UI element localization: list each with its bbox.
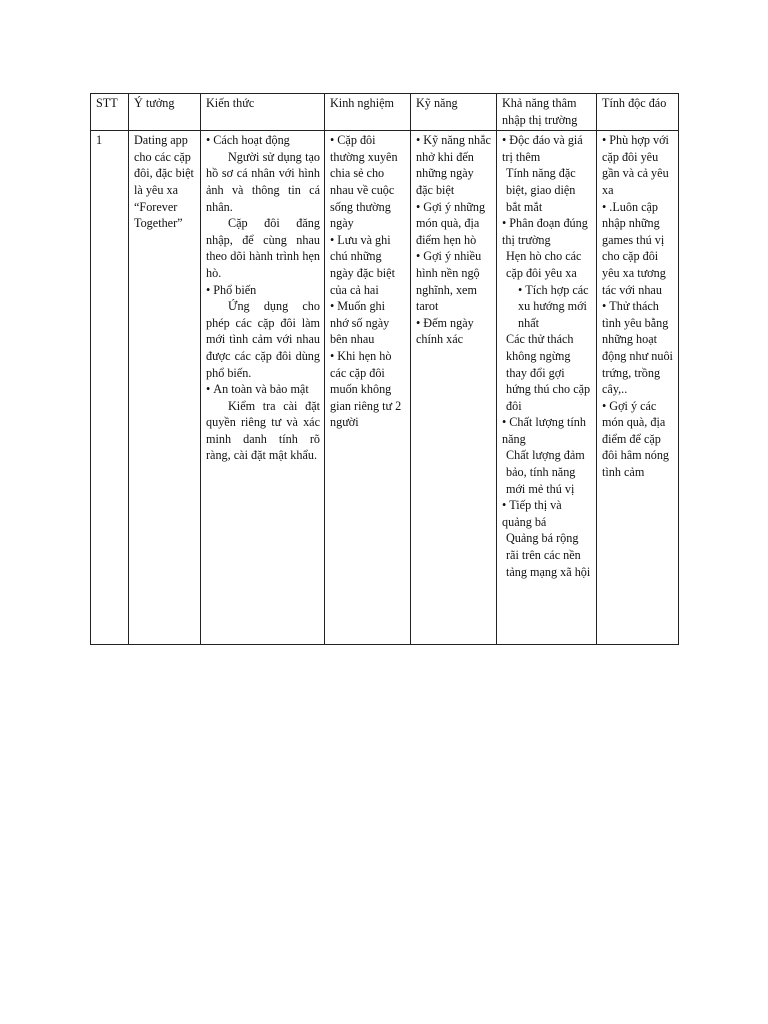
knowledge-text-1: Người sử dụng tạo hồ sơ cá nhân với hình ảnh và thông tin cá nhân. <box>206 149 320 214</box>
knowledge-bullet-1 <box>206 132 320 149</box>
cell-experience <box>325 131 411 645</box>
bullet-icon: • <box>416 133 421 148</box>
market-text-3: Các thử thách không ngừng thay đổi gợi hứng thú cho cặp đôi <box>506 332 591 413</box>
market-text-5: Quảng bá rộng rãi trên các nền tảng mạng xã hội <box>506 531 591 579</box>
market-bullet-3: • Tích hợp các xu hướng mới nhất <box>518 282 589 330</box>
knowledge-heading-2: Phổ biến <box>213 282 257 297</box>
knowledge-bullet-2 <box>206 282 320 299</box>
header-originality: Tính độc đáo <box>597 94 679 131</box>
market-bullet-5: • Tiếp thị và quảng bá <box>502 498 562 529</box>
header-skills: Kỹ năng <box>411 94 497 131</box>
header-knowledge: Kiến thức <box>201 94 325 131</box>
knowledge-text-3: Ứng dụng cho phép các cặp đôi làm mới tình cảm với nhau được các cặp đôi dùng phổ biến. <box>206 299 320 380</box>
knowledge-text-4: Kiểm tra cài đặt quyền riêng tư và xác minh danh tính rõ ràng, cài đặt mật khẩu. <box>206 398 320 463</box>
bullet-icon: • <box>518 282 523 297</box>
bullet-icon: • <box>602 199 607 214</box>
knowledge-text-2: Cặp đôi đăng nhập, để cùng nhau theo dõi hành trình hẹn hò. <box>206 216 320 280</box>
bullet-icon: • <box>416 249 421 264</box>
header-stt: STT <box>91 94 129 131</box>
bullet-icon: • <box>330 348 335 363</box>
bullet-icon: • <box>502 133 507 148</box>
bullet-icon: • <box>502 415 507 430</box>
bullet-icon: • <box>330 299 335 314</box>
cell-skills <box>411 131 497 645</box>
knowledge-heading-1: Cách hoạt động <box>213 133 290 148</box>
header-idea: Ý tưởng <box>129 94 201 131</box>
originality-bullet-3: • Thử thách tình yêu bằng những hoạt động như nuôi trứng, trồng cây,.. <box>602 299 673 397</box>
market-bullet-1: • Độc đáo và giá trị thêm <box>502 133 583 164</box>
skills-bullet-2: • Gợi ý những món quà, địa điểm hẹn hò <box>416 199 486 247</box>
knowledge-heading-3: An toàn và bảo mật <box>213 382 309 397</box>
header-row <box>91 94 679 131</box>
market-text-1: Tính năng đặc biệt, giao diện bắt mắt <box>506 166 576 214</box>
knowledge-bullet-3 <box>206 381 320 398</box>
bullet-icon: • <box>602 299 607 314</box>
originality-bullet-4: • Gợi ý các món quà, địa điểm để cặp đôi hâm nóng tình cảm <box>602 398 670 480</box>
originality-bullet-2: • .Luôn cập nhập những games thú vị cho cặp đôi yêu xa tương tác với nhau <box>602 199 666 297</box>
bullet-icon: • <box>502 216 507 231</box>
bullet-icon: • <box>416 199 421 214</box>
skills-bullet-1: • Kỹ năng nhắc nhở khi đến những ngày đặc biệt <box>416 133 491 197</box>
cell-originality <box>597 131 679 645</box>
bullet-icon: • <box>602 133 607 148</box>
market-text-4: Chất lượng đảm bảo, tính năng mới mẻ thú vị <box>506 448 585 496</box>
cell-stt: 1 <box>91 131 129 645</box>
market-text-2: Hẹn hò cho các cặp đôi yêu xa <box>506 249 582 280</box>
experience-bullet-1: • Cặp đôi thường xuyên chia sẻ cho nhau về cuộc sống thường ngày <box>330 133 398 231</box>
skills-bullet-4: • Đếm ngày chính xác <box>416 315 474 347</box>
cell-market <box>497 131 597 645</box>
market-bullet-2: • Phân đoạn đúng thị trường <box>502 216 588 247</box>
bullet-icon: • <box>330 133 335 148</box>
cell-knowledge <box>201 131 325 645</box>
bullet-icon: • <box>502 498 507 513</box>
bullet-icon: • <box>206 382 211 397</box>
originality-bullet-1: • Phù hợp với cặp đôi yêu gần và cả yêu xa <box>602 133 669 197</box>
market-bullet-4: • Chất lượng tính năng <box>502 415 586 446</box>
cell-idea: Dating app cho các cặp đôi, đặc biệt là yêu xa “Forever Together” <box>129 131 201 645</box>
table-row <box>91 131 679 645</box>
experience-bullet-3: • Muốn ghi nhớ số ngày bên nhau <box>330 299 390 347</box>
header-market: Khả năng thâm nhập thị trường <box>497 94 597 131</box>
bullet-icon: • <box>602 398 607 413</box>
idea-table <box>90 93 679 645</box>
experience-bullet-4: • Khi hẹn hò các cặp đôi muốn không gian riêng tư 2 người <box>330 348 402 430</box>
bullet-icon: • <box>206 282 211 297</box>
header-experience: Kinh nghiệm <box>325 94 411 131</box>
skills-bullet-3: • Gợi ý nhiều hình nền ngộ nghĩnh, xem tarot <box>416 249 482 314</box>
experience-bullet-2: • Lưu và ghi chú những ngày đặc biệt của cả hai <box>330 232 395 297</box>
bullet-icon: • <box>330 232 335 247</box>
bullet-icon: • <box>206 133 211 148</box>
bullet-icon: • <box>416 315 421 330</box>
